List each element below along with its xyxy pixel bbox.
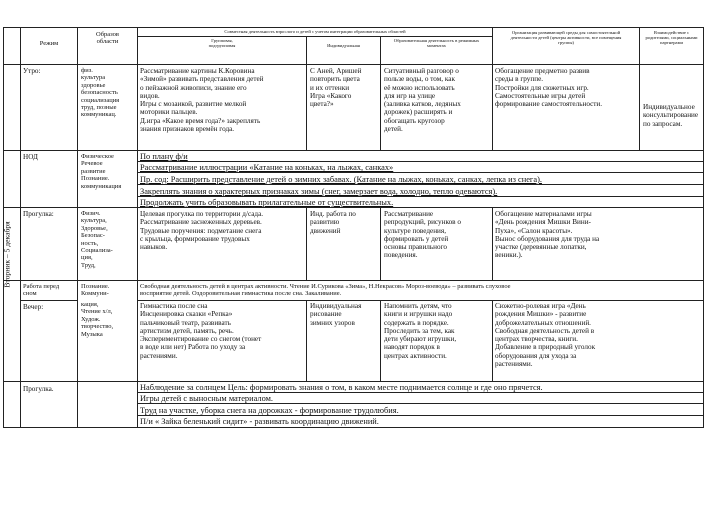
evening-regime: Вечер: — [23, 303, 44, 311]
walk2-regime: Прогулка. — [23, 385, 54, 393]
col-divider-educational-walk — [492, 207, 493, 281]
evening-areas: кация, Чтение х/л, Худож. творчество, Музыка — [81, 301, 114, 338]
nod-line2: Рассматривание иллюстрации «Катание на коньках, на лыжах, санках» — [140, 163, 394, 172]
col-divider-educational-evening — [492, 300, 493, 382]
header-group: Групповая, подгрупповая — [208, 38, 236, 49]
col-divider-group-evening — [306, 300, 307, 382]
nod-areas: Физическое Речевое развитие Познание. коммуникация — [81, 153, 122, 190]
evening-educational: Напомнить детям, что книги и игрушки надо содержать в порядке. Проследить за тем, как дети убирают игрушки, наводят порядок в центрах активности. — [384, 302, 457, 360]
table-border-top — [3, 27, 703, 28]
nod-line4: Закреплять знания о характерных признаках зимы (снег, замерзает вода, холодно, тепло одеваются). — [140, 187, 498, 196]
morning-env: Обогащение предметно развив среды в группе. Постройки для сюжетных игр. Самостоятельные игры детей формирование самостоятельности. — [495, 67, 603, 109]
joint-header-divider — [137, 36, 492, 37]
col-divider-individual-morning — [380, 64, 381, 151]
evening-env: Сюжетно-ролевая игра «День рождения Мишки» - развитие доброжелательных отношений. Свободная деятельность детей в центрах творчества, книги. Добавление в природный уголок оборудования для ухода за растениями. — [495, 302, 596, 369]
walk-educational: Рассматривание репродукций, рисунков о культуре поведения, формировать у детей основы правильного поведения. — [384, 210, 461, 260]
header-env: Организация развивающей среды для самостоятельной деятельности детей (центры активности, все помещения группы) — [510, 30, 622, 46]
col-divider-group-morning — [306, 64, 307, 151]
header-parents: Взаимодействие с родителями, социальными партнерами — [645, 30, 698, 46]
col-divider-group-hdr — [306, 36, 307, 65]
before-sleep-text: Свободная деятельность детей в центрах активности. Чтение И.Сурикова «Зима», Н.Некрасов» Мороз-воевода» – развивать слуховое восприятие детей. Оздоровительная гимнастика после сна. Закаливание. — [140, 283, 511, 298]
morning-areas: физ. культура здоровье безопасность социализация труд, позные коммуникац. — [81, 67, 120, 119]
col-divider-educational-morning — [492, 64, 493, 151]
morning-parents: Индивидуальное консультирование по запросам. — [643, 103, 699, 128]
walk2-line2: Игры детей с выносным материалом. — [140, 394, 273, 403]
col-divider-individual-evening — [380, 300, 381, 382]
walk-regime: Прогулка: — [23, 210, 54, 218]
before-sleep-regime: Работа перед сном — [23, 283, 60, 298]
walk-env: Обогащение материалами игры «День рождения Мишки Вини- Пуха», «Салон красоты». Вынос оборудования для труда на участке (деревянные лопатки, веники.). — [495, 210, 600, 260]
day-label: Вторник – 5 декабря — [2, 221, 12, 288]
morning-educational: Ситуативный разговор о пользе воды, о том, как её можно использовать для игр на улице (заливка катков, ледяных дорожек) расширять и обогащать кругозор детей. — [384, 67, 461, 134]
morning-individual: С Аней, Аришей повторить цвета и их оттенки Игра «Какого цвета?» — [310, 67, 362, 109]
walk2-line3: Труд на участке, уборка снега на дорожках - формирование трудолюбия. — [140, 406, 399, 415]
walk-group: Целевая прогулка по территории д/сада. Рассматривание заснеженных деревьев. Трудовые поручения: подметание снега с крыльца, формирование трудовых навыков. — [140, 210, 264, 252]
walk2-line1: Наблюдение за солнцем Цель: формировать знания о том, в каком месте поднимается солнце и где оно прячется. — [140, 383, 543, 392]
nod-regime: НОД — [23, 153, 38, 161]
row-divider-sleep-evening — [137, 300, 703, 301]
nod-line3: Пр. сод: Расширить представление детей о зимних забавах. (Катание на лыжах, коньках, санках, лепка из снега). — [140, 175, 542, 184]
walk2-line4: П/и « Зайка беленький сидит» - развивать координацию движений. — [140, 417, 379, 426]
row-divider-walk-sleep — [3, 280, 703, 281]
walk-individual: Инд. работа по развитию движений — [310, 210, 356, 235]
header-regime: Режим — [39, 40, 59, 47]
header-joint-activity: Совместная деятельность взрослого и детей с учетом интеграции образовательных областей — [224, 29, 406, 34]
walk-areas: Физич. культура, Здоровье, Безопас- ность, Социализа- ция, Труд, — [81, 210, 113, 269]
evening-group: Гимнастика после сна Инсценировка сказки «Репка» пальчиковый театр, развивать артистизм детей, память, речь. Экспериментирование со снегом (тонет в воде или нет) Работа по уходу за растениями. — [140, 302, 262, 360]
col-divider-areas — [137, 27, 138, 428]
morning-group: Рассматривание картины К.Коровина «Зимой» развивать представления детей о пейзажной живописи, знание его видов. Игры с мозаикой, развитие мелкой моторики пальцев. Д.игра «Какое время года?» закреплять знания признаков времён года. — [140, 67, 264, 134]
row-divider-evening-walk2 — [3, 381, 703, 382]
col-divider-individual-walk — [380, 207, 381, 281]
row-divider-morning-nod — [3, 150, 703, 151]
header-bottom-border — [3, 64, 703, 65]
header-individual: Индивидуальная — [327, 43, 360, 48]
header-areas: Образов области — [96, 31, 119, 46]
col-divider-group-walk — [306, 207, 307, 281]
evening-individual: Индивидуальная рисование зимних узоров — [310, 302, 362, 327]
table-border-bottom — [3, 427, 703, 428]
before-sleep-areas: Познание. Коммуни- — [81, 283, 110, 298]
nod-line5: Продолжать учить образовывать прилагательные от существительных. — [140, 198, 394, 207]
header-educational: Образовательная деятельность в режимных моментах — [393, 38, 480, 49]
col-divider-day — [20, 27, 21, 428]
row-divider-sleep-evening-regime — [20, 300, 77, 301]
morning-regime: Утро: — [23, 67, 41, 75]
nod-line1: По плану ф/и — [140, 152, 188, 161]
col-divider-regime — [77, 27, 78, 428]
